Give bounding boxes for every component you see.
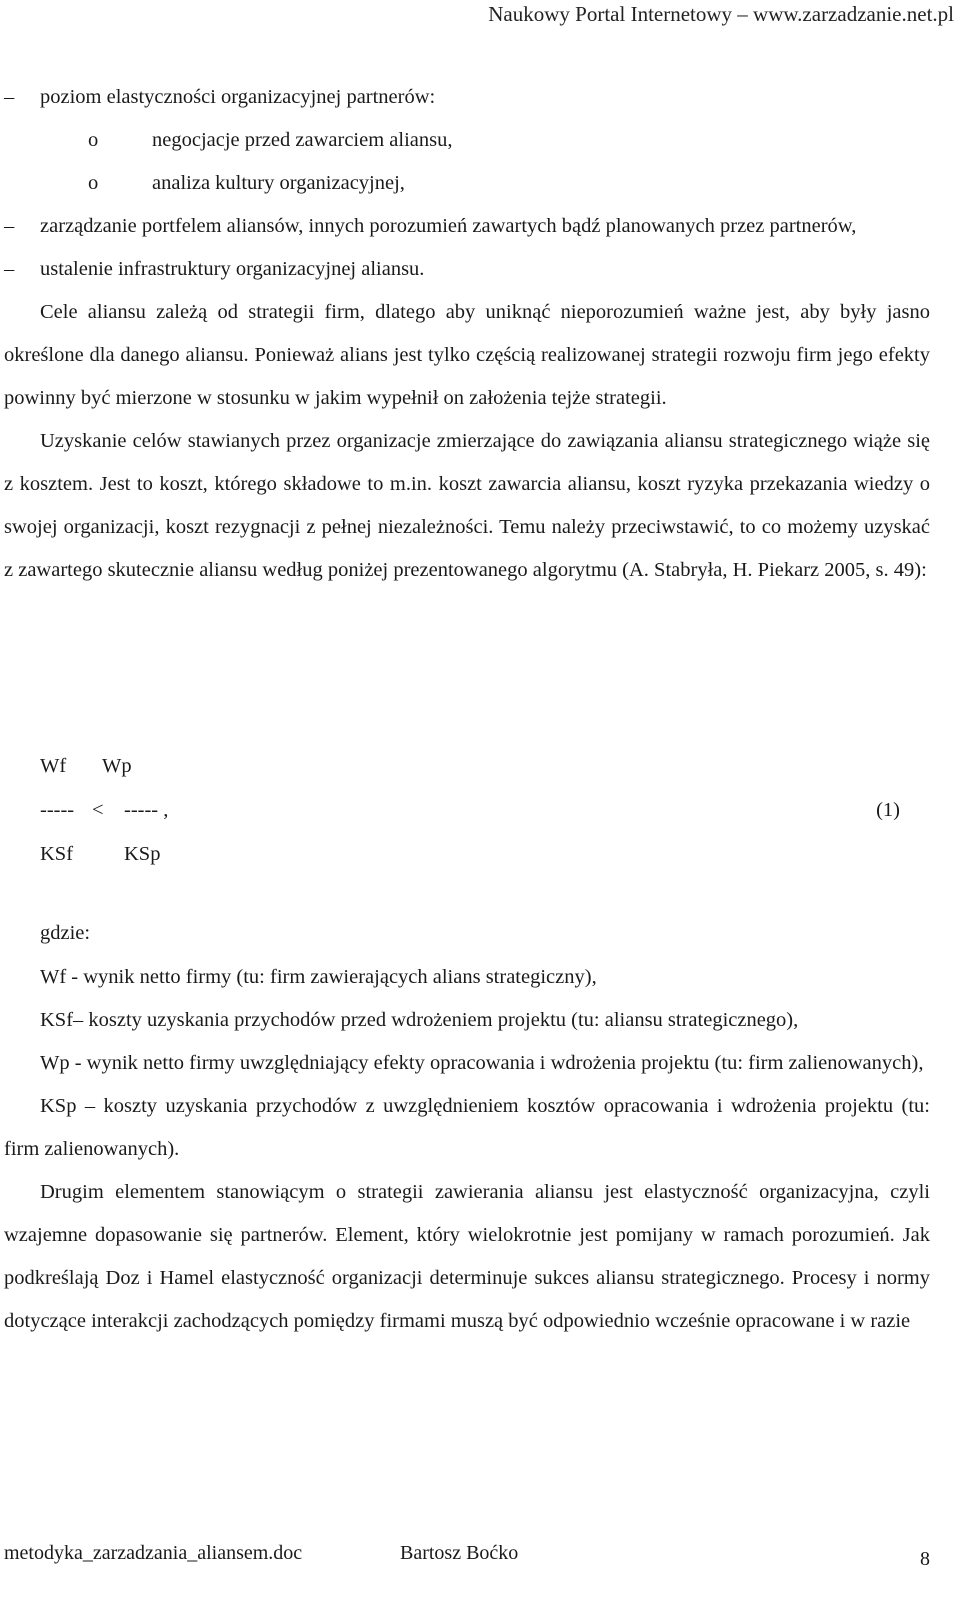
document-body — [4, 76, 930, 592]
definitions-list — [4, 956, 930, 1343]
paragraph: Uzyskanie celów stawianych przez organizacje zmierzające do zawiązania aliansu strategicznego wiąże się z kosztem. Jest to koszt, którego składowe to m.in. koszt zawarcia aliansu, koszt ryzyka przekazania wiedzy o swojej organizacji, koszt rezygnacji z pełnej niezależności. Temu należy przeciwstawić, to co możemy uzyskać z zawartego skutecznie aliansu według poniżej prezentowanego algorytmu (A. Stabryła, H. Piekarz 2005, s. 49): — [4, 430, 930, 581]
definition-item: Wp - wynik netto firmy uwzględniający efekty opracowania i wdrożenia projektu (tu: firm zalienowanych), — [40, 1052, 924, 1074]
sub-list-item — [4, 119, 930, 162]
formula-ksf: KSf — [40, 843, 74, 865]
dash-bullet: – — [4, 86, 15, 108]
page-header: Naukowy Portal Internetowy – www.zarzadzanie.net.pl — [488, 2, 954, 26]
list-item-text: zarządzanie portfelem aliansów, innych porozumień zawartych bądź planowanych przez partnerów, — [40, 215, 857, 237]
list-item — [4, 76, 930, 119]
formula-wf: Wf — [40, 755, 67, 777]
formula-number: (1) — [876, 799, 900, 821]
formula — [40, 744, 900, 876]
less-than-sign: < — [92, 799, 104, 821]
paragraph: Drugim elementem stanowiącym o strategii zawierania aliansu jest elastyczność organizacyjna, czyli wzajemne dopasowanie się partnerów. Element, który wielokrotnie jest pomijany w ramach porozumień. Jak podkreślają Doz i Hamel elastyczność organizacji determinuje sukces aliansu strategicznego. Procesy i normy dotyczące interakcji zachodzących pomiędzy firmami muszą być odpowiednio wcześnie opracowane i w razie — [4, 1181, 930, 1332]
paragraph: Cele aliansu zależą od strategii firm, dlatego aby uniknąć nieporozumień ważne jest, aby były jasno określone dla danego aliansu. Ponieważ alians jest tylko częścią realizowanej strategii rozwoju firm jego efekty powinny być mierzone w stosunku w jakim wypełnił on założenia tejże strategii. — [4, 301, 930, 409]
circle-bullet: o — [88, 172, 99, 194]
list-item — [4, 205, 930, 248]
list-item-text: ustalenie infrastruktury organizacyjnej aliansu. — [40, 258, 425, 280]
dash-bullet: – — [4, 215, 15, 237]
definition-item: Wf - wynik netto firmy (tu: firm zawierających alians strategiczny), — [40, 966, 597, 988]
list-item — [4, 248, 930, 291]
sub-list-item-text: analiza kultury organizacyjnej, — [152, 172, 405, 194]
footer-author: Bartosz Boćko — [400, 1542, 519, 1564]
formula-ksp: KSp — [124, 843, 161, 865]
dash-bullet: – — [4, 258, 15, 280]
sub-list-item-text: negocjacje przed zawarciem aliansu, — [152, 129, 453, 151]
list-item-text: poziom elastyczności organizacyjnej partnerów: — [40, 86, 436, 108]
fraction-bar: ----- — [40, 799, 75, 821]
footer-filename: metodyka_zarzadzania_aliansem.doc — [4, 1542, 303, 1564]
circle-bullet: o — [88, 129, 99, 151]
definition-item: KSp – koszty uzyskania przychodów z uwzględnieniem kosztów opracowania i wdrożenia projektu (tu: firm zalienowanych). — [4, 1095, 930, 1160]
sub-list-item — [4, 162, 930, 205]
page-number: 8 — [920, 1548, 930, 1570]
fraction-bar: ----- , — [124, 799, 169, 821]
definitions-intro: gdzie: — [40, 922, 91, 944]
definition-item: KSf– koszty uzyskania przychodów przed wdrożeniem projektu (tu: aliansu strategicznego), — [40, 1009, 799, 1031]
formula-wp: Wp — [102, 755, 132, 777]
